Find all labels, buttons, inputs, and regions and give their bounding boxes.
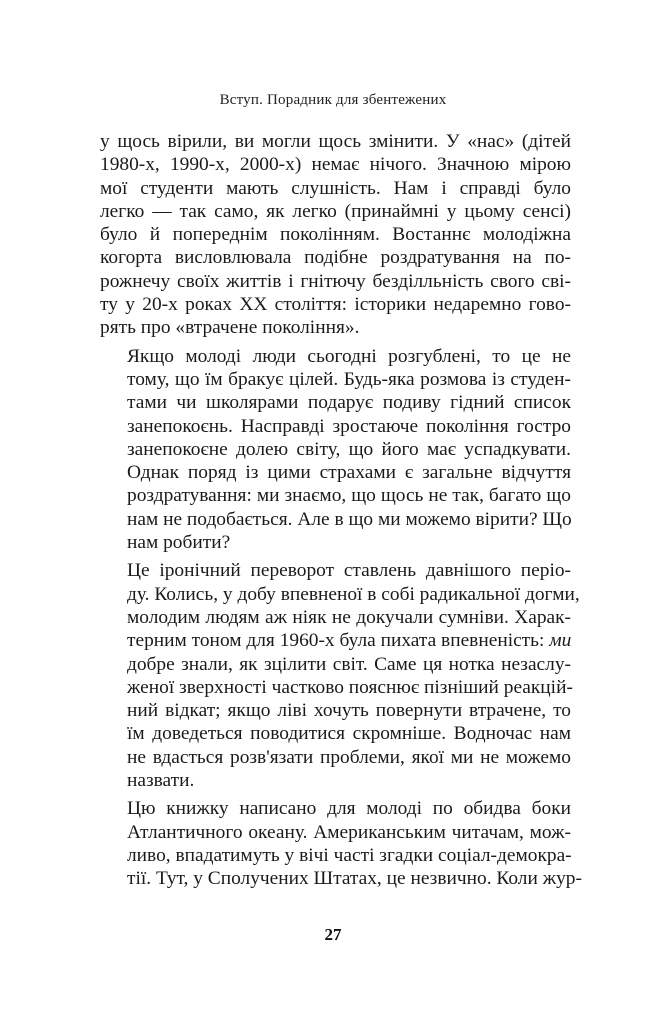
text-line: когорта висловлювала подібне роздратування на по- bbox=[100, 247, 571, 269]
text-line: молодим людям аж ніяк не докучали сумніви. Харак- bbox=[127, 606, 571, 628]
text-line: було й попереднім поколінням. Востаннє молодіжна bbox=[100, 224, 571, 246]
text-line: терним тоном для 1960-х була пихата впевненість: ми bbox=[127, 630, 572, 652]
running-head: Вступ. Порадник для збентежених bbox=[219, 92, 447, 108]
text-line: мої студенти мають слушність. Нам і справді було bbox=[100, 177, 571, 199]
text-line: у щось вірили, ви могли щось змінити. У «нас» (дітей bbox=[100, 131, 571, 152]
text-line: тії. Тут, у Сполучених Штатах, це незвично. Коли жур- bbox=[127, 868, 582, 890]
text-line: добре знали, як зцілити світ. Саме ця нотка незаслу- bbox=[127, 653, 571, 675]
paragraph bbox=[100, 130, 571, 340]
text-line: занепокоєне долею світу, що його має успадкувати. bbox=[127, 438, 571, 460]
text-line: 1980-х, 1990-х, 2000-х) немає нічого. Значною мірою bbox=[100, 154, 571, 176]
text-line: Це іронічний переворот ставлень давнішого періо- bbox=[127, 560, 571, 582]
text-line: ливо, впадатимуть у вічі часті згадки соціал-демокра- bbox=[127, 844, 572, 866]
text-line: тами чи школярами подарує подиву гідний список bbox=[127, 392, 571, 414]
text-line: легко — так само, як легко (принаймні у цьому сенсі) bbox=[100, 200, 571, 222]
paragraph bbox=[100, 559, 580, 792]
text-line: ний відкат; якщо ліві хочуть повернути втрачене, то bbox=[127, 700, 571, 722]
text-line: ту у 20-х роках XX століття: історики недаремно гово- bbox=[100, 294, 571, 316]
text-line: роздратування: ми знаємо, що щось не так, багато що bbox=[127, 485, 571, 507]
page-number: 27 bbox=[324, 925, 342, 944]
text-line: Однак поряд із цими страхами є загальне відчуття bbox=[127, 462, 571, 484]
text-line: назвати. bbox=[127, 770, 195, 792]
text-line: нам не подобається. Але в що ми можемо вірити? Що bbox=[127, 508, 572, 530]
text-line: нам робити? bbox=[127, 532, 231, 554]
paragraph bbox=[100, 345, 571, 555]
body-text bbox=[100, 130, 582, 896]
text-line: женої зверхності частково пояснює пізніший реакцій- bbox=[127, 676, 573, 698]
text-line: їм доведеться поводитися скромніше. Водночас нам bbox=[127, 723, 571, 745]
text-line: Атлантичного океану. Американським читачам, мож- bbox=[127, 821, 571, 843]
text-line: тому, що їм бракує цілей. Будь-яка розмова із студен- bbox=[127, 368, 571, 390]
paragraph bbox=[100, 797, 582, 890]
emphasis: ми bbox=[549, 630, 572, 652]
text-line: Якщо молоді люди сьогодні розгублені, то це не bbox=[127, 345, 571, 367]
text-line: рять про «втрачене покоління». bbox=[100, 317, 360, 339]
text-line: не вдасться розв'язати проблеми, якої ми не можемо bbox=[127, 746, 571, 768]
text-line: ду. Колись, у добу впевненої в собі радикальної догми, bbox=[127, 583, 580, 605]
text-line: рожнечу своїх життів і гнітючу безділльність свого сві- bbox=[100, 270, 571, 292]
text-line: занепокоєнь. Насправді зростаюче покоління гостро bbox=[127, 415, 571, 437]
text-line: Цю книжку написано для молоді по обидва боки bbox=[127, 798, 571, 820]
